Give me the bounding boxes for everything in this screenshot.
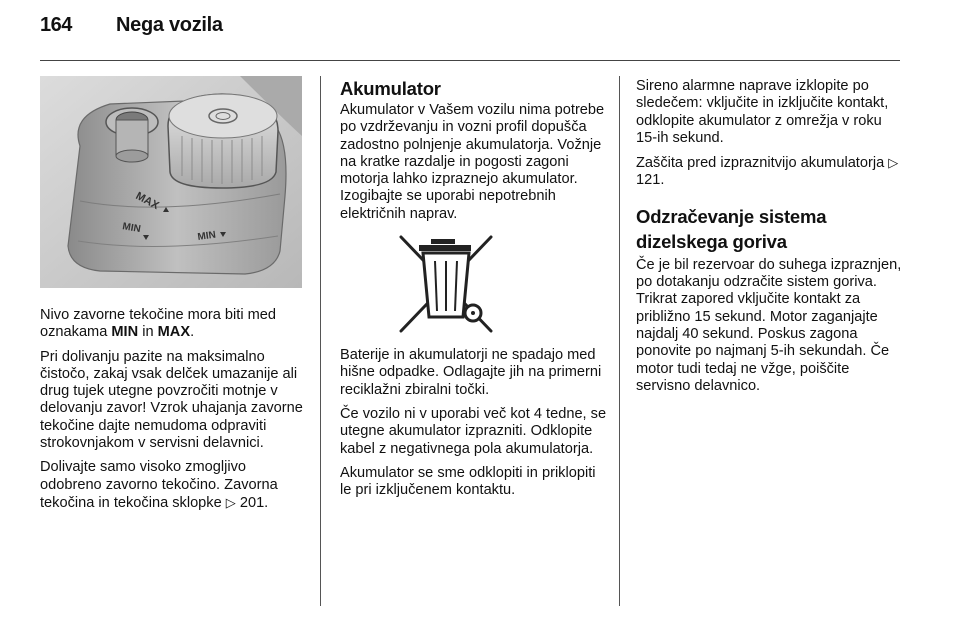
page-number: 164 [40,14,72,36]
level-paragraph [40,307,306,342]
fluid-text: Dolivajte samo visoko zmogljivo odobreno zavorno tekočino. Zavorna tekočina in tekočina sklopke [40,459,278,511]
diesel-bleeding-heading: Odzračevanje sistema dizelskega goriva [636,205,827,252]
min-label-right: MIN [196,229,217,243]
min-label-left: MIN [121,221,142,236]
discharge-text: Zaščita pred izpraznitvijo akumulatorja [636,155,889,172]
level-text: Nivo zavorne tekočine mora biti med oznakama [40,307,277,341]
battery-paragraph: Akumulator v Vašem vozilu nima potrebe po vzdrževanju in vozni profil dopušča zadostno polnjenje akumulatorja. Vožnje na kratke razdalje in pogosti zagoni motorja lahko izpraznejo akumulator. Izogibajte se uporabi nepotrebnih električnih naprav. [340,102,605,222]
chapter-title: Nega vozila [116,14,223,36]
fluid-paragraph [40,459,306,512]
brake-fluid-reservoir-photo [40,76,302,288]
column-divider [619,76,620,606]
level-text-end: . [190,324,195,341]
level-text-mid: in [138,324,158,341]
storage-paragraph: Če vozilo ni v uporabi več kot 4 tedne, se utegne akumulator izprazniti. Odklopite kabel z negativnega pola akumulatorja. [340,405,607,457]
reference-arrow-icon: ▷ [888,155,899,171]
right-column [636,78,906,402]
page-reference[interactable]: 201. [235,494,269,511]
cleanliness-paragraph: Pri dolivanju pazite na maksimalno čistočo, zakaj vsak delček umazanije ali drug tujek utegne povzročiti motnje v delovanju zavor! Vzrok uhajanja zavorne tekočine dajte nemudoma odpraviti strokovnjakom v servisni delavnici. [40,348,303,452]
max-label: MAX [133,190,161,213]
diesel-bleeding-paragraph: Če je bil rezervoar do suhega izpraznjen, po dotakanju odzračite sistem goriva. Trikrat zapored vključite kontakt za približno 15 sekund. Motor zaganjajte najdalj 40 sekund. Poskus zagona ponovite po najmanj 5-ih sekundah. Če motor tudi tedaj ne vžge, poiščite servisno delavnico. [636,256,902,394]
middle-column [340,78,610,506]
left-column [40,307,306,519]
crossed-out-bin-icon [393,231,499,337]
page-reference[interactable]: 121. [636,172,665,189]
column-divider [320,76,321,606]
disconnect-paragraph: Akumulator se sme odklopiti in priklopiti le pri izključenem kontaktu. [340,464,596,499]
discharge-paragraph [636,154,906,190]
min-mark: MIN [111,324,139,341]
alarm-paragraph: Sireno alarmne naprave izklopite po sledečem: vključite in izključite kontakt, odklopite akumulator z omrežja v roku 15-ih sekund. [636,78,889,146]
battery-heading: Akumulator [340,78,441,99]
disposal-paragraph: Baterije in akumulatorji ne spadajo med hišne odpadke. Odlagajte jih na primerni reciklažni zbiralni točki. [340,347,602,398]
max-mark: MAX [157,324,191,341]
header-rule [40,60,900,61]
reference-arrow-icon: ▷ [225,494,236,510]
